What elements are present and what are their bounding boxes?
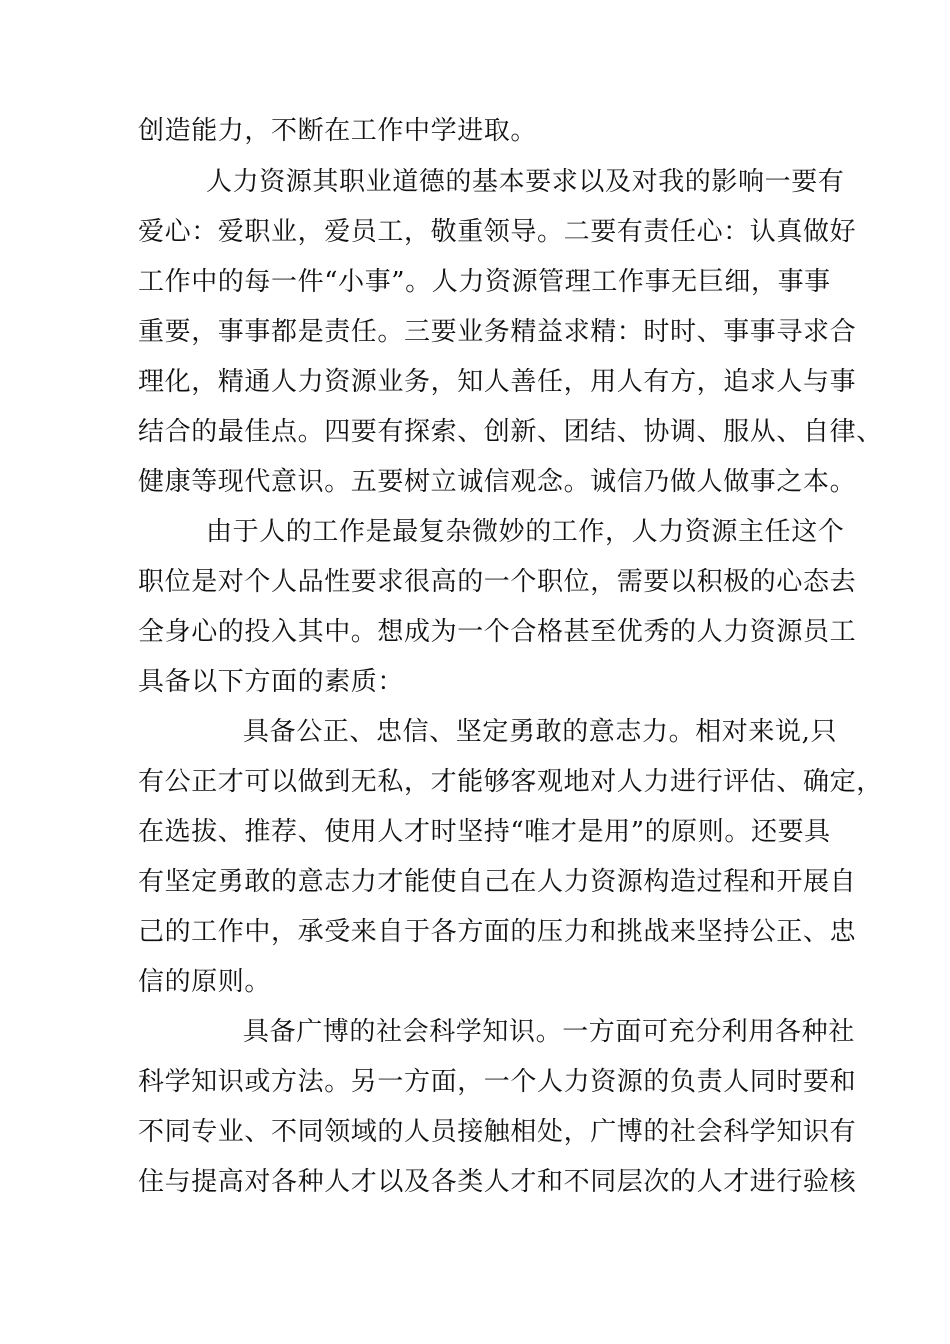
text-line: 工作中的每一件“小事”。人力资源管理工作事无巨细，事事 [138,267,831,297]
text-line: 全身心的投入其中。想成为一个合格甚至优秀的人力资源员工 [138,617,857,647]
text-line: 己的工作中，承受来自于各方面的压力和挑战来坚持公正、忠 [138,917,857,947]
text-line: 职位是对个人品性要求很高的一个职位，需要以积极的心态去 [138,567,857,597]
text-line: 人力资源其职业道德的基本要求以及对我的影响一要有 [206,167,845,197]
text-line: 信的原则。 [138,967,272,997]
text-line: 有公正才可以做到无私，才能够客观地对人力进行评估、确定， [138,767,883,797]
text-line: 不同专业、不同领域的人员接触相处，广博的社会科学知识有 [138,1117,857,1147]
text-line: 理化，精通人力资源业务，知人善任，用人有方，追求人与事 [138,367,857,397]
text-line: 具备公正、忠信、坚定勇敢的意志力。相对来说,只 [243,717,838,747]
text-line: 住与提高对各种人才以及各类人才和不同层次的人才进行验核 [138,1167,857,1197]
text-line: 健康等现代意识。五要树立诚信观念。诚信乃做人做事之本。 [138,467,857,497]
text-line: 有坚定勇敢的意志力才能使自己在人力资源构造过程和开展自 [138,867,857,897]
text-line: 具备广博的社会科学知识。一方面可充分利用各种社 [243,1017,855,1047]
text-line: 科学知识或方法。另一方面，一个人力资源的负责人同时要和 [138,1067,857,1097]
text-line: 创造能力，不断在工作中学进取。 [138,116,538,146]
text-line: 由于人的工作是最复杂微妙的工作，人力资源主任这个 [206,517,845,547]
text-line: 结合的最佳点。四要有探索、创新、团结、协调、服从、自律、 [138,417,883,447]
text-line: 爱心：爱职业，爱员工，敬重领导。二要有责任心：认真做好 [138,217,857,247]
text-line: 重要，事事都是责任。三要业务精益求精：时时、事事寻求合 [138,317,857,347]
text-line: 在选拔、推荐、使用人才时坚持“唯才是用”的原则。还要具 [138,817,831,847]
text-line: 具备以下方面的素质： [138,667,405,697]
